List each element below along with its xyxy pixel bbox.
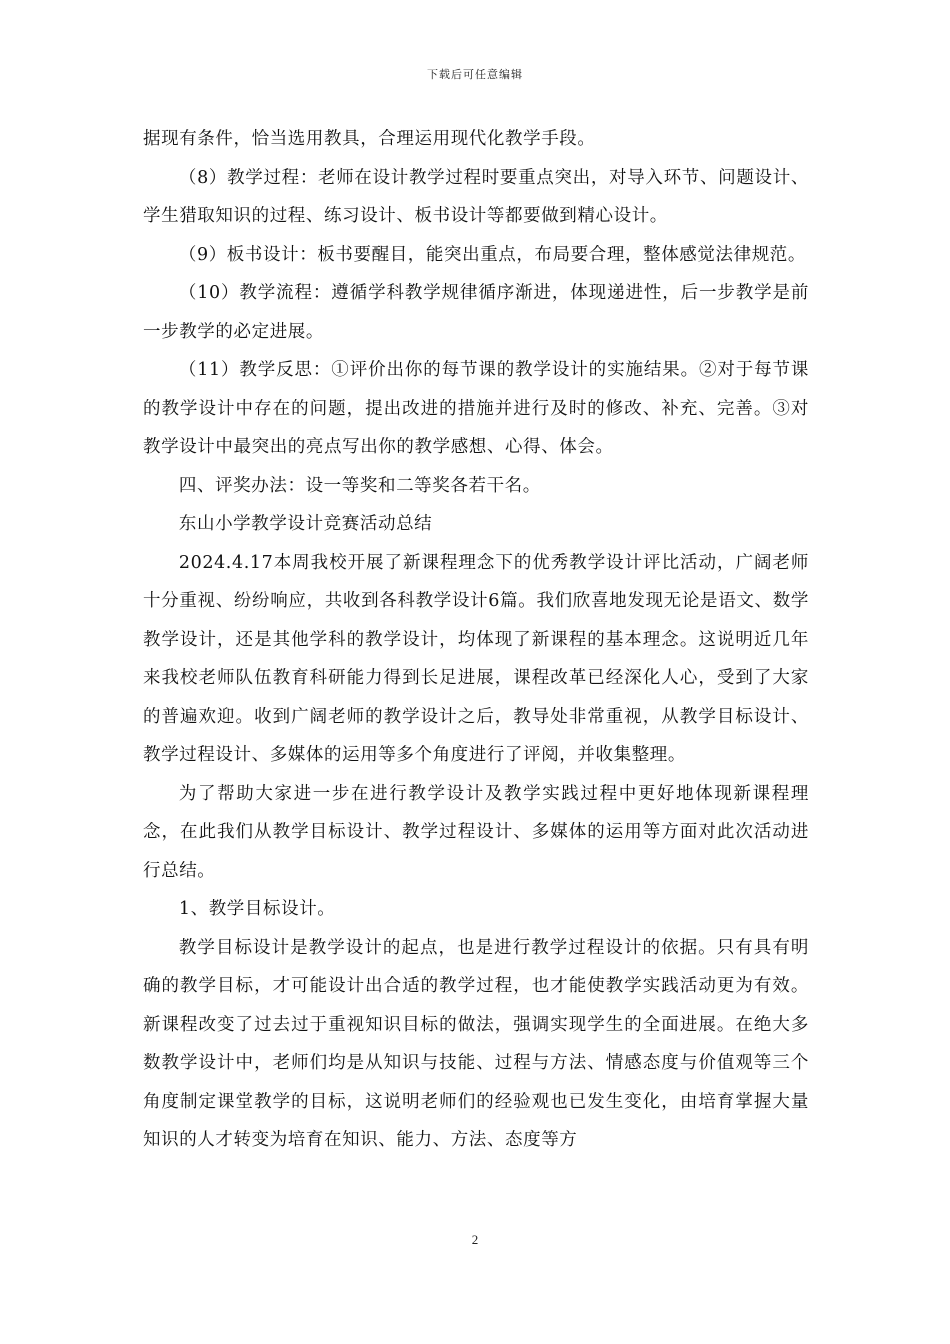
section-heading-awards: 四、评奖办法：设一等奖和二等奖各若干名。 bbox=[178, 475, 541, 496]
paragraph-1: 据现有条件，恰当选用教具，合理运用现代化教学手段。 bbox=[143, 129, 596, 149]
paragraph-2: （8）教学过程：老师在设计教学过程时要重点突出，对导入环节、问题设计、学生猎取知识的过程、练习设计、板书设计等都要做到精心设计。 bbox=[143, 167, 809, 226]
paragraph-4: （10）教学流程：遵循学科教学规律循序渐进，体现递进性，后一步教学是前一步教学的必定进展。 bbox=[143, 283, 809, 342]
summary-title: 东山小学教学设计竞赛活动总结 bbox=[178, 514, 433, 534]
paragraph-5: （11）教学反思：①评价出你的每节课的教学设计的实施结果。②对于每节课的教学设计中存在的问题，提出改进的措施并进行及时的修改、补充、完善。③对教学设计中最突出的亮点写出你的教学感想、心得、体会。 bbox=[143, 360, 809, 457]
section-heading-goals: 1、教学目标设计。 bbox=[178, 899, 336, 919]
paragraph-3: （9）板书设计：板书要醒目，能突出重点，布局要合理，整体感觉法律规范。 bbox=[178, 244, 807, 265]
page-number: 2 bbox=[471, 1232, 479, 1247]
paragraph-8: 2024.4.17本周我校开展了新课程理念下的优秀教学设计评比活动，广阔老师十分重视、纷纷响应，共收到各科教学设计6篇。我们欣喜地发现无论是语文、数学教学设计，还是其他学科的教学设计，均体现了新课程的基本理念。这说明近几年来我校老师队伍教育科研能力得到长足进展，课程改革已经深化人心，受到了大家的普遍欢迎。收到广阔老师的教学设计之后，教导处非常重视，从教学目标设计、教学过程设计、多媒体的运用等多个角度进行了评阅，并收集整理。 bbox=[143, 552, 809, 765]
paragraph-11: 教学目标设计是教学设计的起点，也是进行教学过程设计的依据。只有具有明确的教学目标，才可能设计出合适的教学过程，也才能使教学实践活动更为有效。新课程改变了过去过于重视知识目标的做法，强调实现学生的全面进展。在绝大多数教学设计中，老师们均是从知识与技能、过程与方法、情感态度与价值观等三个角度制定课堂教学的目标，这说明老师们的经验观也已发生变化，由培育掌握大量知识的人才转变为培育在知识、能力、方法、态度等方 bbox=[143, 937, 809, 1150]
document-body bbox=[143, 120, 809, 1160]
page-header: 下载后可任意编辑 bbox=[427, 68, 523, 81]
paragraph-9: 为了帮助大家进一步在进行教学设计及教学实践过程中更好地体现新课程理念，在此我们从教学目标设计、教学过程设计、多媒体的运用等方面对此次活动进行总结。 bbox=[143, 783, 809, 881]
